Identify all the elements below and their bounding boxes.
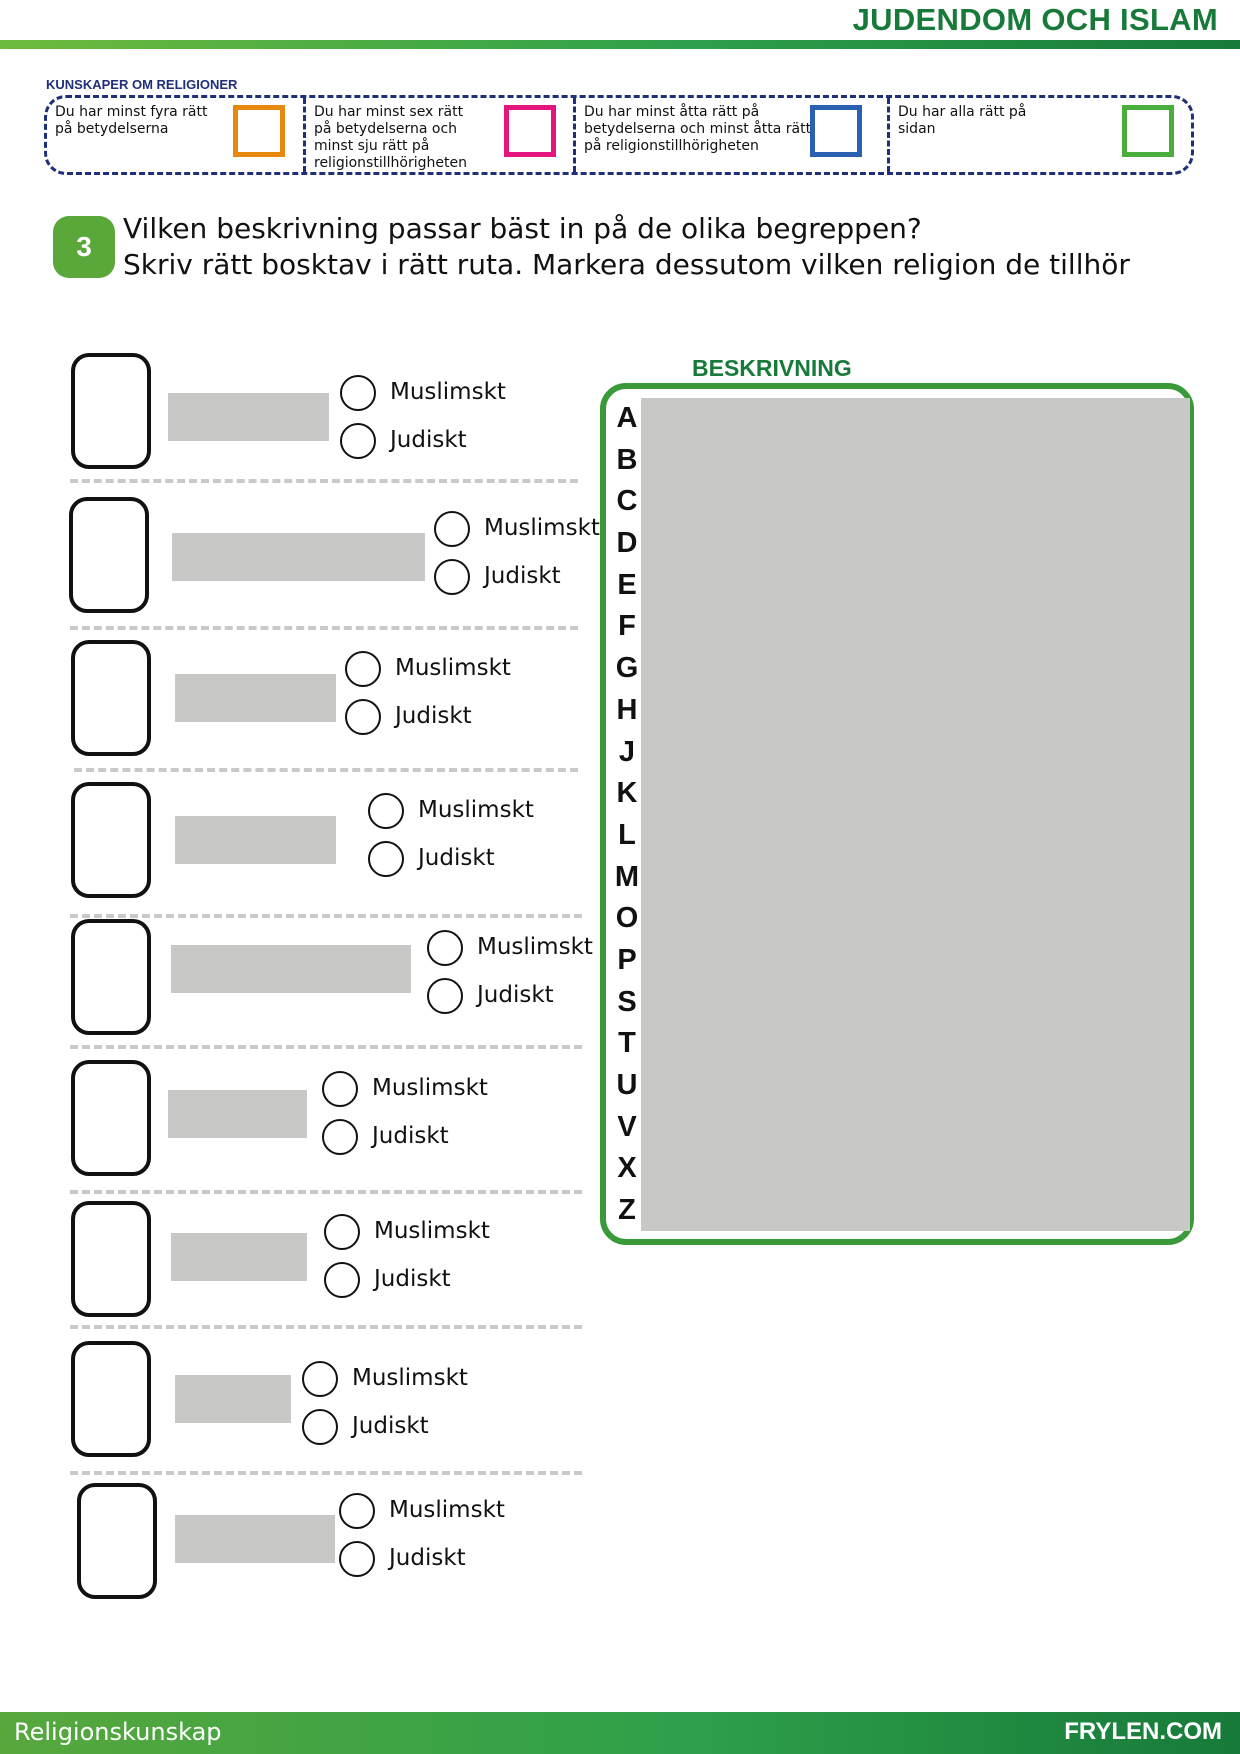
- jewish-label: Judiskt: [389, 1545, 466, 1571]
- letter-label: H: [616, 693, 638, 726]
- term-redacted: [175, 674, 336, 722]
- term-row-9: [0, 1483, 600, 1623]
- row-divider: [70, 1190, 582, 1194]
- jewish-radio[interactable]: [345, 699, 381, 735]
- muslim-radio[interactable]: [322, 1071, 358, 1107]
- term-redacted: [171, 1233, 307, 1281]
- knowledge-level-text: Du har alla rätt på sidan: [898, 104, 1027, 137]
- muslim-radio[interactable]: [427, 930, 463, 966]
- muslim-label: Muslimskt: [374, 1218, 490, 1244]
- jewish-label: Judiskt: [352, 1413, 429, 1439]
- term-redacted: [172, 533, 425, 581]
- knowledge-band: [44, 95, 1194, 175]
- term-redacted: [175, 816, 336, 864]
- answer-box[interactable]: [71, 782, 151, 898]
- description-title: BESKRIVNING: [692, 355, 852, 381]
- row-divider: [70, 1325, 582, 1329]
- row-divider: [70, 479, 578, 483]
- jewish-label: Judiskt: [418, 845, 495, 871]
- knowledge-level-text: Du har minst fyra rätt på betydelserna: [55, 104, 208, 137]
- muslim-radio[interactable]: [339, 1493, 375, 1529]
- letter-label: D: [616, 527, 638, 560]
- letter-label: O: [615, 902, 639, 935]
- blue-checkbox[interactable]: [810, 105, 862, 157]
- orange-checkbox[interactable]: [233, 105, 285, 157]
- question-line-1: Vilken beskrivning passar bäst in på de olika begreppen?: [123, 212, 922, 245]
- jewish-radio[interactable]: [368, 841, 404, 877]
- answer-box[interactable]: [71, 1201, 151, 1317]
- row-divider: [70, 914, 582, 918]
- letter-label: M: [614, 860, 640, 893]
- term-row-5: [0, 919, 600, 1059]
- answer-box[interactable]: [71, 640, 151, 756]
- knowledge-level-4: [887, 98, 1191, 172]
- answer-box[interactable]: [71, 919, 151, 1035]
- jewish-label: Judiskt: [477, 982, 554, 1008]
- question-line-2: Skriv rätt bosktav i rätt ruta. Markera dessutom vilken religion de tillhör: [123, 248, 1130, 281]
- term-redacted: [168, 393, 329, 441]
- jewish-label: Judiskt: [372, 1123, 449, 1149]
- letter-label: C: [616, 485, 638, 518]
- letter-label: S: [617, 985, 637, 1018]
- muslim-label: Muslimskt: [390, 379, 506, 405]
- letter-label: V: [617, 1110, 637, 1143]
- muslim-radio[interactable]: [340, 375, 376, 411]
- letter-label: E: [617, 568, 637, 601]
- jewish-label: Judiskt: [390, 427, 467, 453]
- term-redacted: [168, 1090, 307, 1138]
- term-row-3: [0, 640, 600, 780]
- muslim-label: Muslimskt: [418, 797, 534, 823]
- answer-box[interactable]: [71, 1060, 151, 1176]
- page-title: JUDENDOM OCH ISLAM: [852, 2, 1218, 37]
- term-redacted: [175, 1375, 291, 1423]
- term-row-1: [0, 353, 600, 493]
- knowledge-title: KUNSKAPER OM RELIGIONER: [46, 77, 238, 92]
- green-checkbox[interactable]: [1122, 105, 1174, 157]
- letter-label: G: [615, 652, 639, 685]
- letter-label: U: [616, 1069, 638, 1101]
- jewish-radio[interactable]: [339, 1541, 375, 1577]
- answer-box[interactable]: [77, 1483, 157, 1599]
- term-row-8: [0, 1341, 600, 1481]
- letter-label: L: [618, 818, 636, 851]
- letter-label: B: [616, 443, 638, 476]
- knowledge-level-2: [303, 98, 573, 172]
- pink-checkbox[interactable]: [504, 105, 556, 157]
- jewish-radio[interactable]: [427, 978, 463, 1014]
- muslim-label: Muslimskt: [389, 1497, 505, 1523]
- jewish-radio[interactable]: [434, 559, 470, 595]
- muslim-label: Muslimskt: [395, 655, 511, 681]
- muslim-radio[interactable]: [345, 651, 381, 687]
- letter-label: P: [617, 943, 637, 976]
- letter-label: F: [618, 610, 636, 643]
- question-number: 3: [53, 216, 115, 278]
- term-redacted: [175, 1515, 335, 1563]
- letter-label: T: [618, 1027, 636, 1060]
- row-divider: [70, 1471, 582, 1475]
- term-row-7: [0, 1201, 600, 1341]
- muslim-radio[interactable]: [434, 511, 470, 547]
- header-bar: [0, 40, 1240, 49]
- knowledge-level-1: [47, 98, 303, 172]
- term-redacted: [171, 945, 411, 993]
- term-row-2: [0, 497, 600, 637]
- letter-label: A: [616, 402, 638, 434]
- answer-box[interactable]: [71, 353, 151, 469]
- jewish-label: Judiskt: [484, 563, 561, 589]
- letter-label: K: [616, 777, 638, 810]
- muslim-label: Muslimskt: [484, 515, 600, 541]
- description-redacted: [641, 398, 1190, 1231]
- letter-label: Z: [618, 1194, 636, 1227]
- jewish-radio[interactable]: [340, 423, 376, 459]
- jewish-radio[interactable]: [302, 1409, 338, 1445]
- answer-box[interactable]: [71, 1341, 151, 1457]
- jewish-label: Judiskt: [374, 1266, 451, 1292]
- row-divider: [70, 626, 578, 630]
- site-name: FRYLEN.COM: [1064, 1718, 1222, 1745]
- letter-label: J: [618, 735, 636, 768]
- knowledge-level-text: Du har minst sex rätt på betydelserna och minst sju rätt på religionstillhörigheten: [314, 104, 467, 171]
- subject-label: Religionskunskap: [14, 1718, 222, 1746]
- jewish-label: Judiskt: [395, 703, 472, 729]
- muslim-radio[interactable]: [324, 1214, 360, 1250]
- muslim-radio[interactable]: [368, 793, 404, 829]
- muslim-label: Muslimskt: [372, 1075, 488, 1101]
- term-row-4: [0, 782, 600, 922]
- jewish-radio[interactable]: [322, 1119, 358, 1155]
- jewish-radio[interactable]: [324, 1262, 360, 1298]
- knowledge-level-3: [573, 98, 887, 172]
- term-row-6: [0, 1060, 600, 1200]
- muslim-label: Muslimskt: [352, 1365, 468, 1391]
- muslim-radio[interactable]: [302, 1361, 338, 1397]
- answer-box[interactable]: [69, 497, 149, 613]
- knowledge-level-text: Du har minst åtta rätt på betydelserna och minst åtta rätt på religionstillhörigheten: [584, 104, 812, 154]
- row-divider: [70, 1045, 582, 1049]
- row-divider: [74, 768, 578, 772]
- footer-bar: [0, 1712, 1240, 1754]
- letter-list: [606, 398, 648, 1232]
- letter-label: X: [617, 1152, 637, 1185]
- muslim-label: Muslimskt: [477, 934, 593, 960]
